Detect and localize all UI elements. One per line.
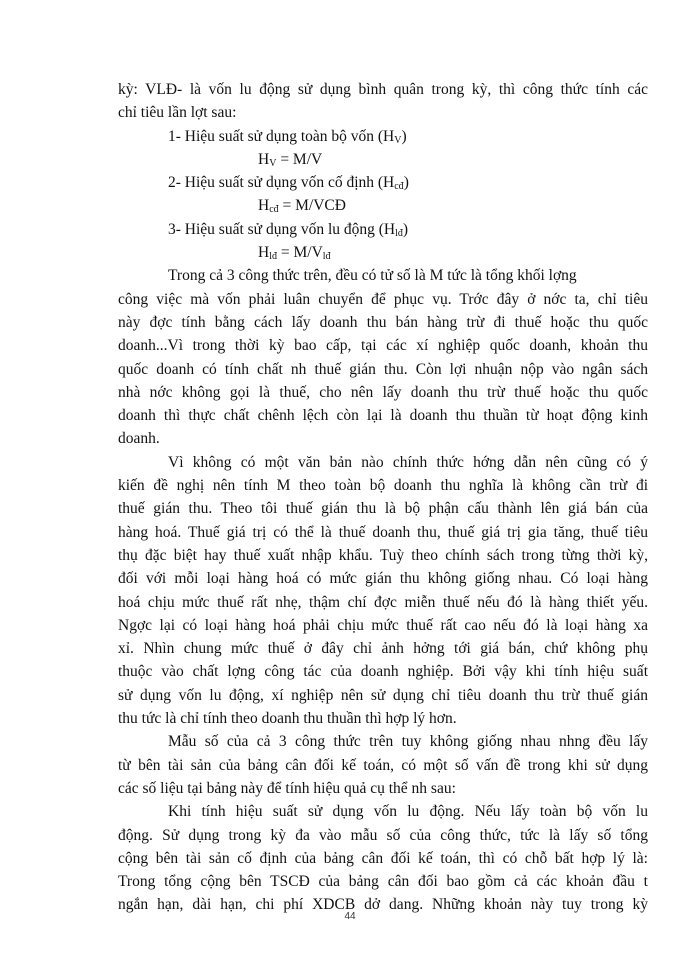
text-line: [118, 288, 648, 311]
text-line: [118, 824, 648, 847]
line-text: các số liệu tại bảng này để tính hiệu quả cụ thể nh sau:: [118, 779, 456, 797]
line-text-after: = M/V: [276, 150, 323, 168]
line-text: doanh.: [118, 430, 160, 448]
line-text: Trong cả 3 công thức trên, đều có tử số là M tức là tổng khối lợng: [168, 267, 577, 285]
text-line: [118, 171, 648, 194]
subscript: cđ: [394, 181, 404, 193]
text-line: [118, 847, 648, 870]
line-text: doanh...Vì trong thời kỳ bao cấp, tại các xí nghiệp quốc doanh, khoản thu: [118, 337, 648, 355]
line-text: H: [258, 150, 270, 168]
text-line: [118, 125, 648, 148]
line-text-after: ): [401, 127, 407, 145]
text-line: [118, 404, 648, 427]
subscript: cđ: [269, 204, 279, 216]
body-text: [118, 78, 648, 917]
text-line: [118, 311, 648, 334]
line-text: thụ đặc biệt hay thuế xuất nhập khẩu. Tuỳ theo chính sách trong từng thời kỳ,: [118, 546, 648, 564]
text-line: [118, 614, 648, 637]
line-text: ngắn hạn, dài hạn, chi phí XDCB dở dang. Những khoản này tuy trong kỳ: [118, 896, 648, 914]
text-line: [118, 474, 648, 497]
line-text: thu tức là chỉ tính theo doanh thu thuần thì hợp lý hơn.: [118, 710, 457, 728]
subscript: V: [394, 134, 402, 146]
text-line: [118, 358, 648, 381]
text-line: [118, 427, 648, 450]
line-text: từ bên tài sản của bảng cân đối kế toán, có một số vấn đề trong khi sử dụng: [118, 756, 648, 774]
subscript: lđ: [322, 251, 331, 263]
text-line: [118, 544, 648, 567]
text-line: [118, 707, 648, 730]
text-line: [118, 78, 648, 101]
line-text: Khi tính hiệu suất sử dụng vốn lu động. Nếu lấy toàn bộ vốn lu: [168, 803, 648, 821]
line-text: H: [258, 197, 270, 215]
line-text: Mẫu số của cả 3 công thức trên tuy không giống nhau nhng đều lấy: [168, 733, 648, 751]
subscript: lđ: [395, 227, 403, 239]
text-line: [118, 194, 648, 217]
line-text: hàng hoá. Thuế giá trị có thể là thuế doanh thu, thuế giá trị gia tăng, thuế tiêu: [118, 523, 648, 541]
text-line: [118, 521, 648, 544]
line-text: Ngợc lại có loại hàng hoá phải chịu mức thuế rất cao nếu đó là loại hàng xa: [118, 616, 648, 634]
line-text: Trong tổng cộng bên TSCĐ của bảng cân đối bao gồm cả các khoản đầu t: [118, 873, 648, 891]
text-line: [118, 334, 648, 357]
line-text: thuộc vào chất lợng công tác của doanh nghiệp. Bởi vậy khi tính hiệu suất: [118, 663, 648, 681]
subscript: V: [269, 157, 277, 169]
text-line: [118, 451, 648, 474]
text-line: [118, 148, 648, 171]
line-text: kiến đề nghị nên tính M theo toàn bộ doanh thu nghĩa là không cần trừ đi: [118, 477, 648, 495]
line-text: doanh thì thực chất chênh lệch còn lại là doanh thu thuần từ hoạt động kinh: [118, 407, 648, 425]
line-text-after: ): [402, 220, 409, 238]
page-number: 44: [344, 911, 356, 922]
text-line: [118, 660, 648, 683]
line-text: hoá chịu mức thuế rất nhẹ, thậm chí đợc miễn thuế nếu đó là hàng thiết yếu.: [118, 593, 648, 611]
text-line: [118, 637, 648, 660]
line-text: quốc doanh có tính chất nh thuế gián thu. Còn lợi nhuận nộp vào ngân sách: [118, 360, 648, 378]
line-text: 2- Hiệu suất sử dụng vốn cố định (H: [168, 174, 395, 192]
line-text-after: ): [403, 174, 409, 192]
line-text: 3- Hiệu suất sử dụng vốn lu động (H: [168, 220, 396, 238]
line-text: cộng bên tài sản cố định của bảng cân đối kế toán, thì có chỗ bất hợp lý là:: [118, 849, 648, 867]
text-line: [118, 567, 648, 590]
line-text: xỉ. Nhìn chung mức thuế ở đây chỉ ảnh hởng tới giá bán, chứ không phụ: [118, 640, 648, 658]
line-text: nhà nớc không gọi là thuế, cho nên lấy doanh thu trừ thuế hoặc thu quốc: [118, 383, 648, 401]
text-line: [118, 218, 648, 241]
line-text-after: = M/V: [276, 244, 323, 262]
text-line: [118, 381, 648, 404]
line-text-after: = M/VCĐ: [278, 197, 346, 215]
line-text: Vì không có một văn bản nào chính thức hớng dẫn nên cũng có ý: [168, 453, 648, 471]
text-line: [118, 264, 648, 287]
text-line: [118, 101, 648, 124]
text-line: [118, 591, 648, 614]
text-line: [118, 497, 648, 520]
line-text: động. Sử dụng trong kỳ đa vào mẫu số của công thức, tức là lấy số tổng: [118, 826, 648, 844]
line-text: công việc mà vốn phải luân chuyển để phục vụ. Trớc đây ở nớc ta, chỉ tiêu: [118, 290, 648, 308]
text-line: [118, 684, 648, 707]
line-text: sử dụng vốn lu động, xí nghiệp nên sử dụng chỉ tiêu doanh thu trừ thuế gián: [118, 686, 648, 704]
line-text: đối với mỗi loại hàng hoá có mức gián thu không giống nhau. Có loại hàng: [118, 570, 648, 588]
text-line: [118, 800, 648, 823]
line-text: này đợc tính bằng cách lấy doanh thu bán hàng trừ đi thuế hoặc thu quốc: [118, 313, 648, 331]
text-line: [118, 241, 648, 264]
subscript: lđ: [269, 251, 277, 263]
line-text: thuế gián thu. Theo tôi thuế gián thu là bộ phận cấu thành lên giá bán của: [118, 500, 648, 518]
text-line: [118, 870, 648, 893]
text-line: [118, 777, 648, 800]
line-text: kỳ: VLĐ- là vốn lu động sử dụng bình quân trong kỳ, thì công thức tính các: [118, 81, 648, 98]
line-text: chỉ tiêu lần lợt sau:: [118, 104, 237, 122]
text-line: [118, 754, 648, 777]
line-text: H: [258, 244, 270, 262]
text-line: [118, 730, 648, 753]
line-text: 1- Hiệu suất sử dụng toàn bộ vốn (H: [168, 127, 395, 145]
